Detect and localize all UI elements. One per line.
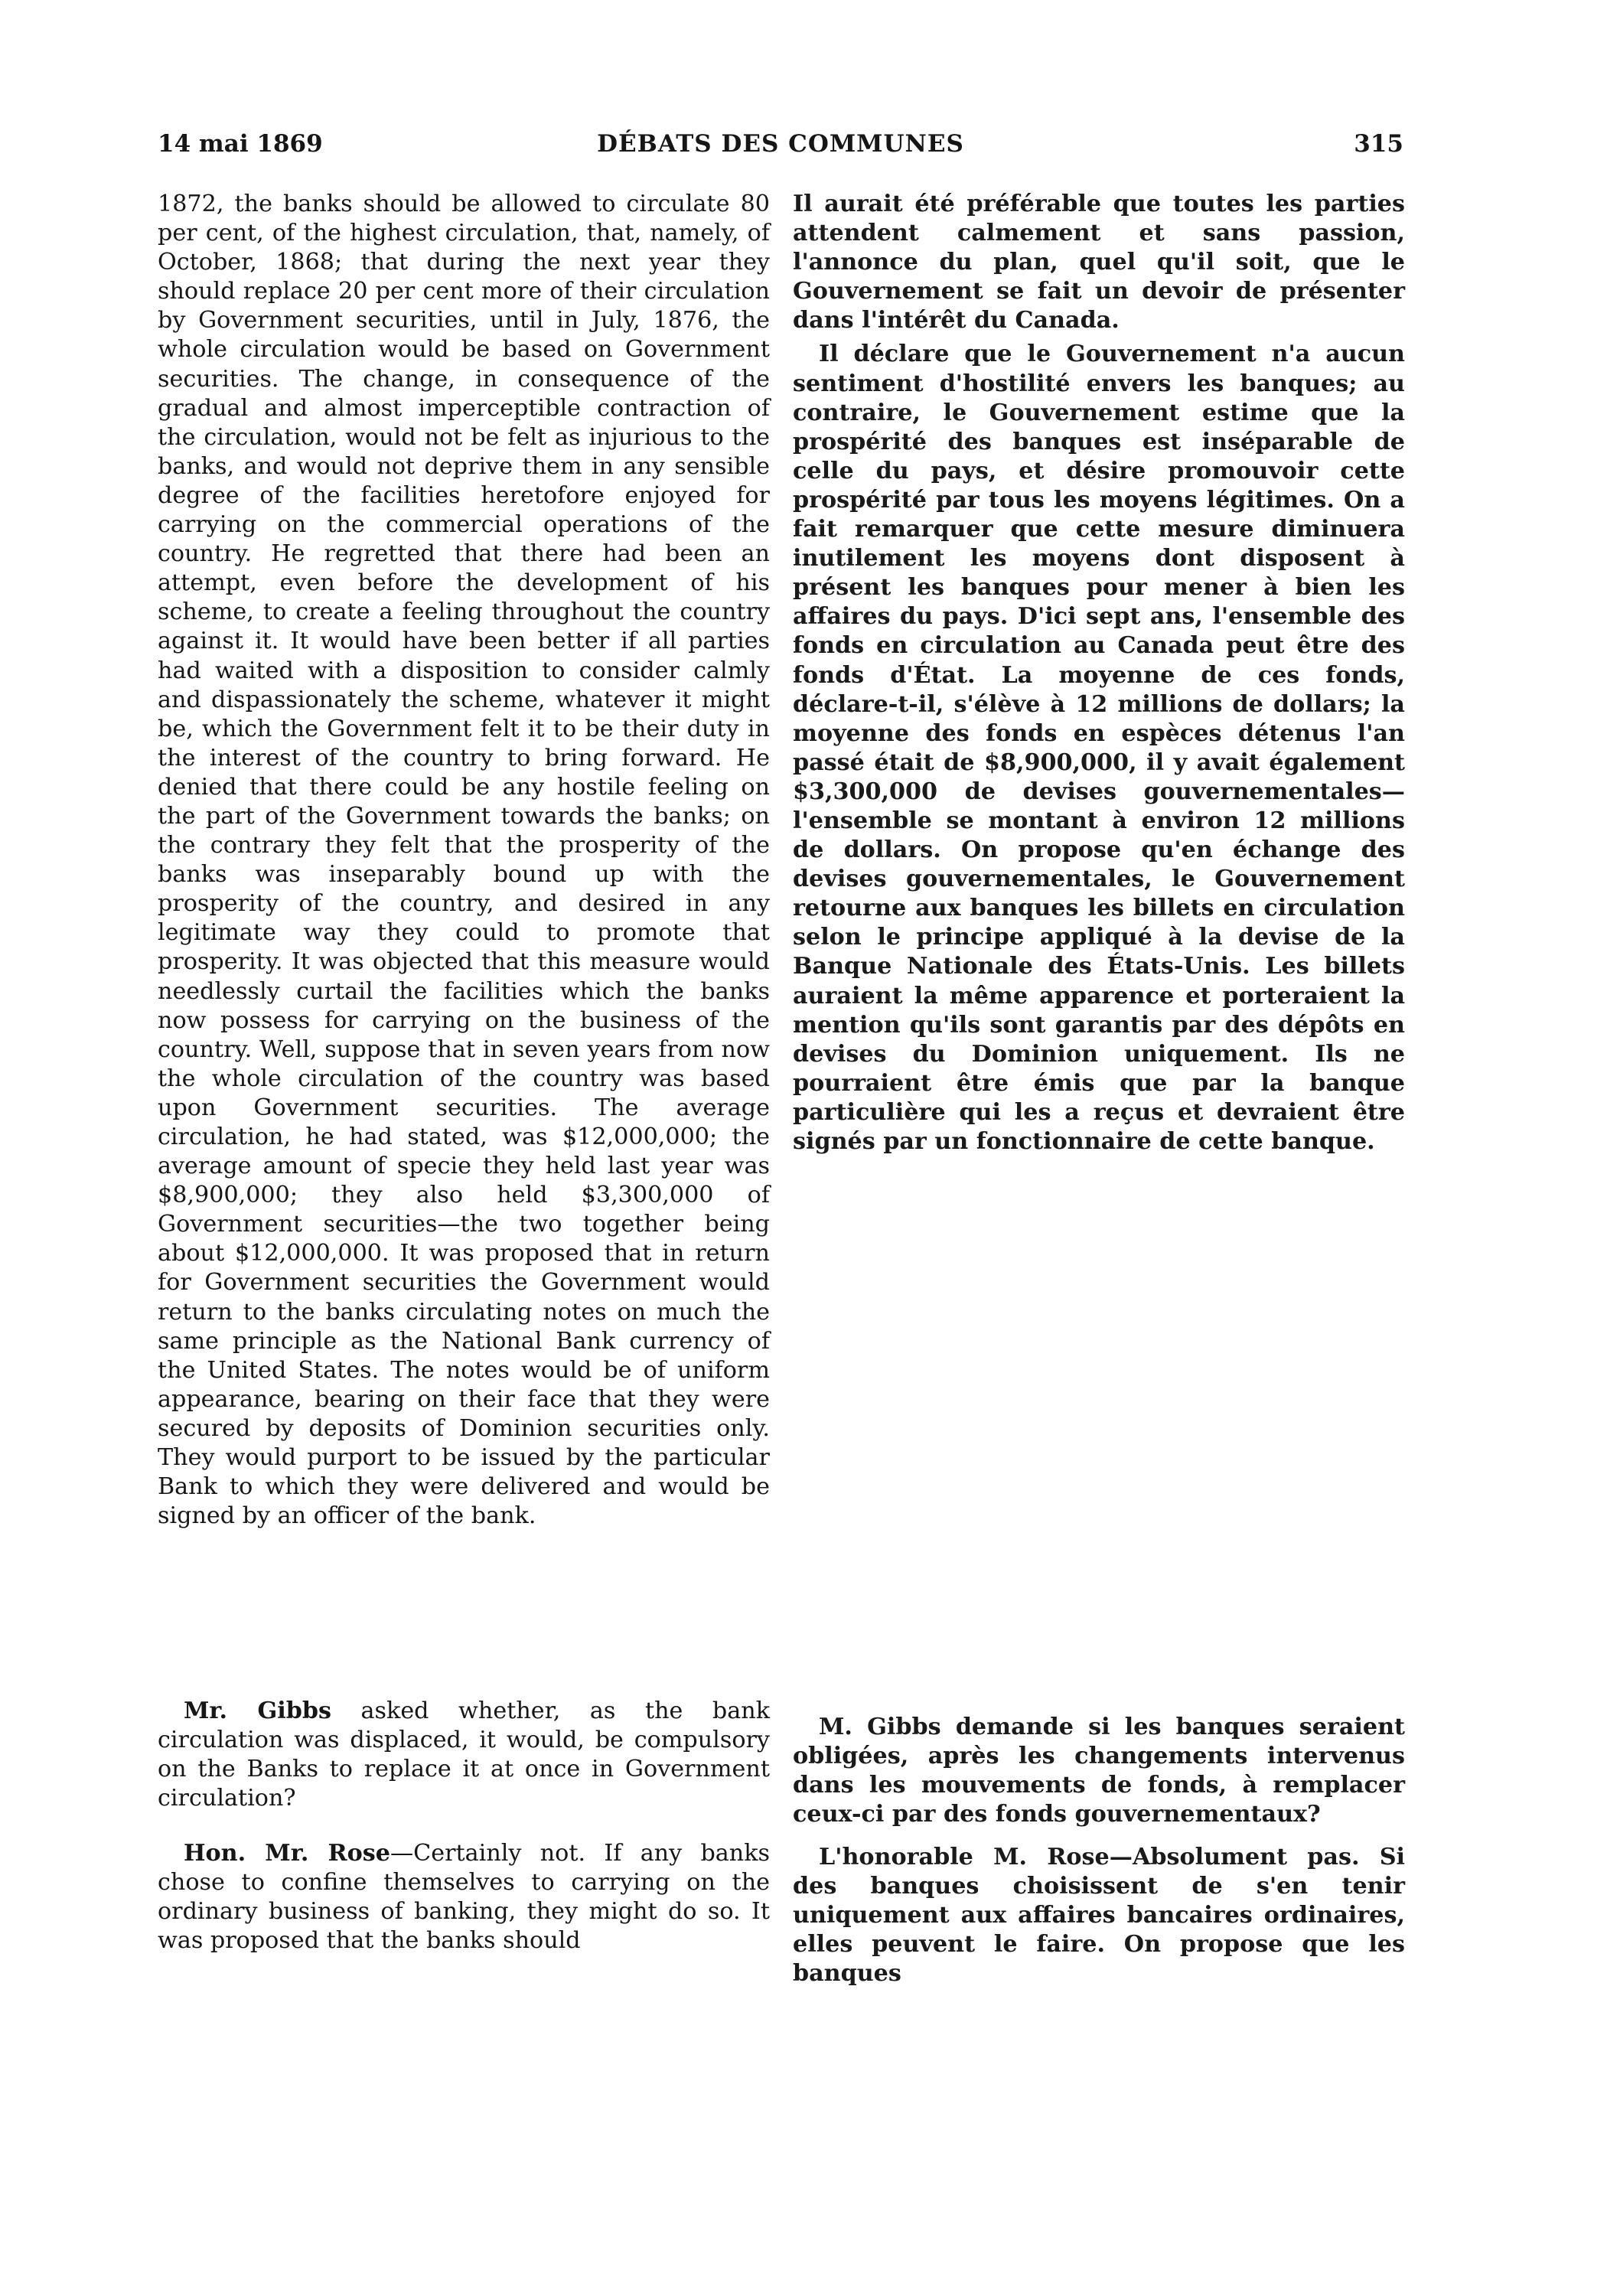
english-paragraph: 1872, the banks should be allowed to circulate 80 per cent, of the highest circulation, that, namely, of October, 1868; that during the next year they should replace 20 per cent more of their circulation by Government securities, until in July, 1876, the whole circulation would be based on Government securities. The change, in consequence of the gradual and almost imperceptible contraction of the circulation, would not be felt as injurious to the banks, and would not deprive them in any sensible degree of the facilities heretofore enjoyed for carrying on the commercial operations of the country. He regretted that there had been an attempt, even before the development of his scheme, to create a feeling throughout the country against it. It would have been better if all parties had waited with a disposition to consider calmly and dispassionately the scheme, whatever it might be, which the Government felt it to be their duty in the interest of the country to bring forward. He denied that there could be any hostile feeling on the part of the Government towards the banks; on the contrary they felt that the prosperity of the banks was inseparably bound up with the prosperity of the country, and desired in any legitimate way they could to promote that prosperity. It was objected that this measure would needlessly curtail the facilities which the banks now possess for carrying on the business of the country. Well, suppose that in seven years from now the whole circulation of the country was based upon Government securities. The average circulation, he had stated, was $12,000,000; the average amount of specie they held last year was $8,900,000; they also held $3,300,000 of Government securities—the two together being about $12,000,000. It was proposed that in return for Government securities the Government would return to the banks circulating notes on much the same principle as the National Bank currency of the United States. The notes would be of uniform appearance, bearing on their face that they were secured by deposits of Dominion securities only. They would purport to be issued by the particular Bank to which they were delivered and would be signed by an officer of the bank. <box>158 191 770 1530</box>
speech-text: —Certainly not. If any banks chose to confine themselves to carrying on the ordinary business of banking, they might do so. It was proposed that the banks should <box>158 1840 770 1955</box>
speech-text: demande si les banques seraient obligées, après les changements intervenus dans les mouvements de fonds, à remplacer ceux-ci par des fonds gouvernementaux? <box>793 1714 1405 1828</box>
english-rose-paragraph <box>158 1839 770 1955</box>
french-paragraph-1: Il aurait été préférable que toutes les parties attendent calmement et sans passion, l'annonce du plan, quel qu'il soit, que le Gouvernement se fait un devoir de présenter dans l'intérêt du Canada. <box>793 191 1405 334</box>
french-rose-paragraph <box>793 1843 1405 1988</box>
header-title: DÉBATS DES COMMUNES <box>597 130 964 158</box>
english-gibbs-block <box>158 1697 770 1813</box>
french-paragraph-2: Il déclare que le Gouvernement n'a aucun sentiment d'hostilité envers les banques; au contraire, le Gouvernement estime que la prospérité des banques est inséparable de celle du pays, et désire promouvoir cette prospérité par tous les moyens légitimes. On a fait remarquer que cette mesure diminuera inutilement les moyens dont disposent à présent les banques pour mener à bien les affaires du pays. D'ici sept ans, l'ensemble des fonds en circulation au Canada peut être des fonds d'État. La moyenne de ces fonds, déclare-t-il, s'élève à 12 millions de dollars; la moyenne des fonds en espèces détenus l'an passé était de $8,900,000, il y avait également $3,300,000 de devises gouvernementales—l'ensemble se montant à environ 12 millions de dollars. On propose qu'en échange des devises gouvernementales, le Gouvernement retourne aux banques les billets en circulation selon le principe appliqué à la devise de la Banque Nationale des États-Unis. Les billets auraient la même apparence et porteraient la mention qu'ils sont garantis par des dépôts en devises du Dominion uniquement. Ils ne pourraient être émis que par la banque particulière qui les a reçus et devraient être signés par un fonctionnaire de cette banque. <box>793 341 1405 1155</box>
speaker-name: M. Gibbs <box>819 1714 941 1740</box>
french-gibbs-block <box>793 1713 1405 1829</box>
header-date: 14 mai 1869 <box>158 130 323 158</box>
french-gibbs-paragraph <box>793 1713 1405 1829</box>
speaker-name: Mr. Gibbs <box>184 1698 331 1724</box>
french-main-column <box>793 190 1405 1156</box>
english-main-column <box>158 190 770 1531</box>
english-rose-block <box>158 1839 770 1955</box>
header-page-number: 315 <box>1354 130 1403 158</box>
page-header <box>158 130 1403 168</box>
speaker-name: Hon. Mr. Rose <box>184 1840 390 1867</box>
english-gibbs-paragraph <box>158 1697 770 1813</box>
speech-text: asked whether, as the bank circulation was displaced, it would, be compulsory on the Banks to replace it at once in Government circulation? <box>158 1698 770 1812</box>
speaker-name: L'honorable M. Rose <box>819 1844 1110 1870</box>
french-rose-block <box>793 1843 1405 1988</box>
speech-text: —Absolument pas. Si des banques choisissent de s'en tenir uniquement aux affaires bancaires ordinaires, elles peuvent le faire. On propose que les banques <box>793 1844 1406 1988</box>
